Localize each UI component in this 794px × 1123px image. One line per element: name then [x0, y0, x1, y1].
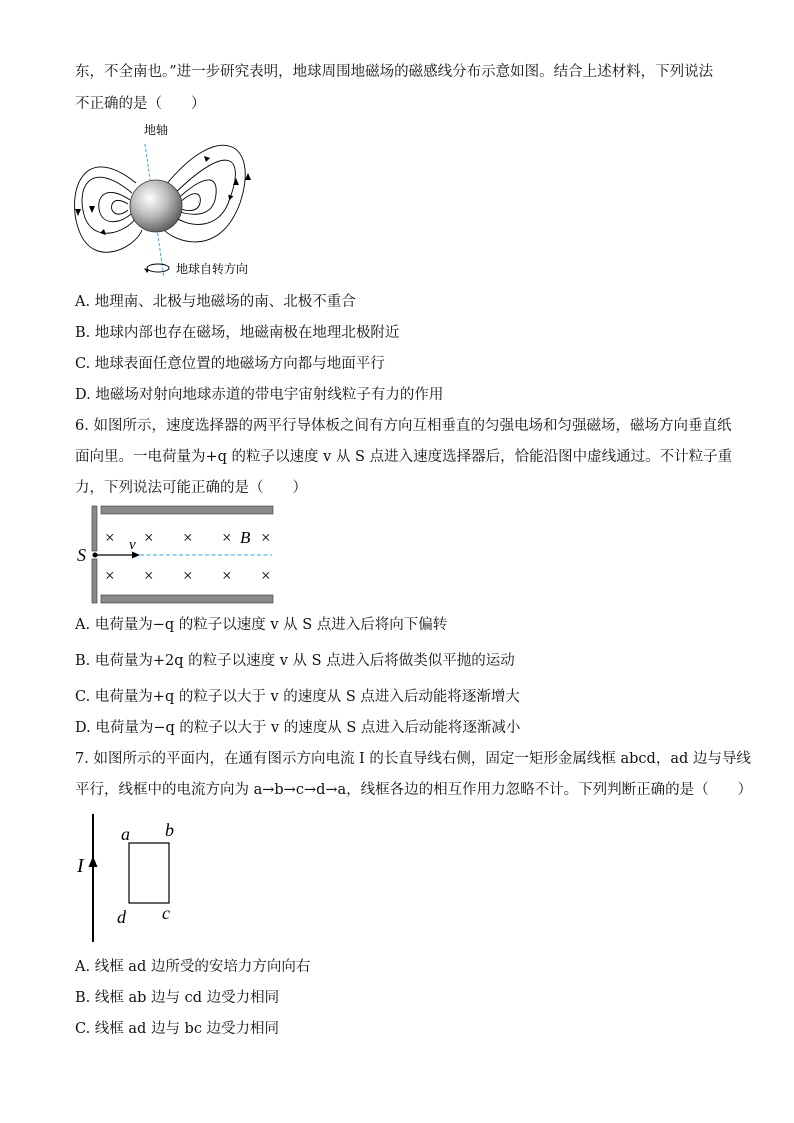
- entry-point-s: [93, 553, 98, 558]
- field-cross: ×: [183, 528, 193, 547]
- q6-option-b: B. 电荷量为+2q 的粒子以速度 v 从 S 点进入后将做类似平抛的运动: [75, 653, 515, 669]
- velocity-label: v: [129, 537, 136, 553]
- q5-option-b: B. 地球内部也存在磁场，地磁南极在地理北极附近: [75, 325, 400, 341]
- q6-stem-line-2: 面向里。一电荷量为+q 的粒子以速度 v 从 S 点进入速度选择器后，恰能沿图中虚线通过。不计粒子重: [75, 449, 733, 465]
- field-cross: ×: [222, 528, 232, 547]
- entrance-wall-upper: [92, 506, 97, 551]
- q6-stem-line-3: 力，下列说法可能正确的是（ ）: [75, 480, 307, 496]
- q5-option-c: C. 地球表面任意位置的地磁场方向都与地面平行: [75, 356, 385, 372]
- earth-axis-label: 地轴: [144, 123, 169, 137]
- field-cross: ×: [105, 566, 115, 585]
- current-label: I: [77, 855, 84, 877]
- field-b-label: B: [240, 528, 251, 547]
- corner-b-label: b: [165, 820, 174, 840]
- field-cross: ×: [261, 566, 271, 585]
- field-cross: ×: [183, 566, 193, 585]
- q7-option-c: C. 线框 ad 边与 bc 边受力相同: [75, 1021, 280, 1037]
- rotation-direction-label: 地球自转方向: [176, 262, 249, 276]
- rotation-ellipse-icon: [147, 264, 169, 272]
- lower-plate: [101, 595, 273, 603]
- q6-option-c: C. 电荷量为+q 的粒子以大于 v 的速度从 S 点进入后动能将逐渐增大: [75, 689, 520, 705]
- q5-stem-line-1: 东，不全南也。”进一步研究表明，地球周围地磁场的磁感线分布示意如图。结合上述材料，下列说法: [75, 64, 714, 80]
- q5-stem-line-2: 不正确的是（ ）: [75, 96, 206, 112]
- corner-d-label: d: [117, 907, 126, 927]
- q7-option-a: A. 线框 ad 边所受的安培力方向向右: [75, 959, 311, 975]
- field-cross: ×: [144, 566, 154, 585]
- q7-stem-line-2: 平行，线框中的电流方向为 a→b→c→d→a，线框各边的相互作用力忽略不计。下列判断正确的是（ ）: [75, 782, 753, 798]
- q6-stem-line-1: 6. 如图所示，速度选择器的两平行导体板之间有方向互相垂直的匀强电场和匀强磁场，磁场方向垂直纸: [75, 418, 732, 434]
- current-arrow-icon: [89, 856, 98, 867]
- earth-sphere: [130, 180, 182, 232]
- rectangular-loop-abcd: [129, 843, 169, 903]
- q6-option-d: D. 电荷量为−q 的粒子以大于 v 的速度从 S 点进入后动能将逐渐减小: [75, 720, 521, 736]
- q7-stem-line-1: 7. 如图所示的平面内，在通有图示方向电流 I 的长直导线右侧，固定一矩形金属线框 abcd，ad 边与导线: [75, 751, 751, 767]
- geomagnetic-field-figure: [70, 118, 270, 283]
- entrance-wall-lower: [92, 559, 97, 603]
- q6-option-a: A. 电荷量为−q 的粒子以速度 v 从 S 点进入后将向下偏转: [75, 617, 448, 633]
- field-cross: ×: [222, 566, 232, 585]
- field-cross: ×: [144, 528, 154, 547]
- field-cross: ×: [261, 528, 271, 547]
- rotation-arrow-icon: [144, 268, 149, 273]
- q5-option-a: A. 地理南、北极与地磁场的南、北极不重合: [75, 294, 356, 310]
- field-cross: ×: [105, 528, 115, 547]
- velocity-selector-figure: [72, 503, 282, 608]
- corner-a-label: a: [121, 824, 130, 844]
- q7-option-b: B. 线框 ab 边与 cd 边受力相同: [75, 990, 280, 1006]
- q5-option-d: D. 地磁场对射向地球赤道的带电宇宙射线粒子有力的作用: [75, 387, 444, 403]
- point-s-label: S: [77, 545, 86, 565]
- corner-c-label: c: [162, 903, 170, 923]
- wire-loop-figure: [72, 812, 192, 944]
- upper-plate: [101, 506, 273, 514]
